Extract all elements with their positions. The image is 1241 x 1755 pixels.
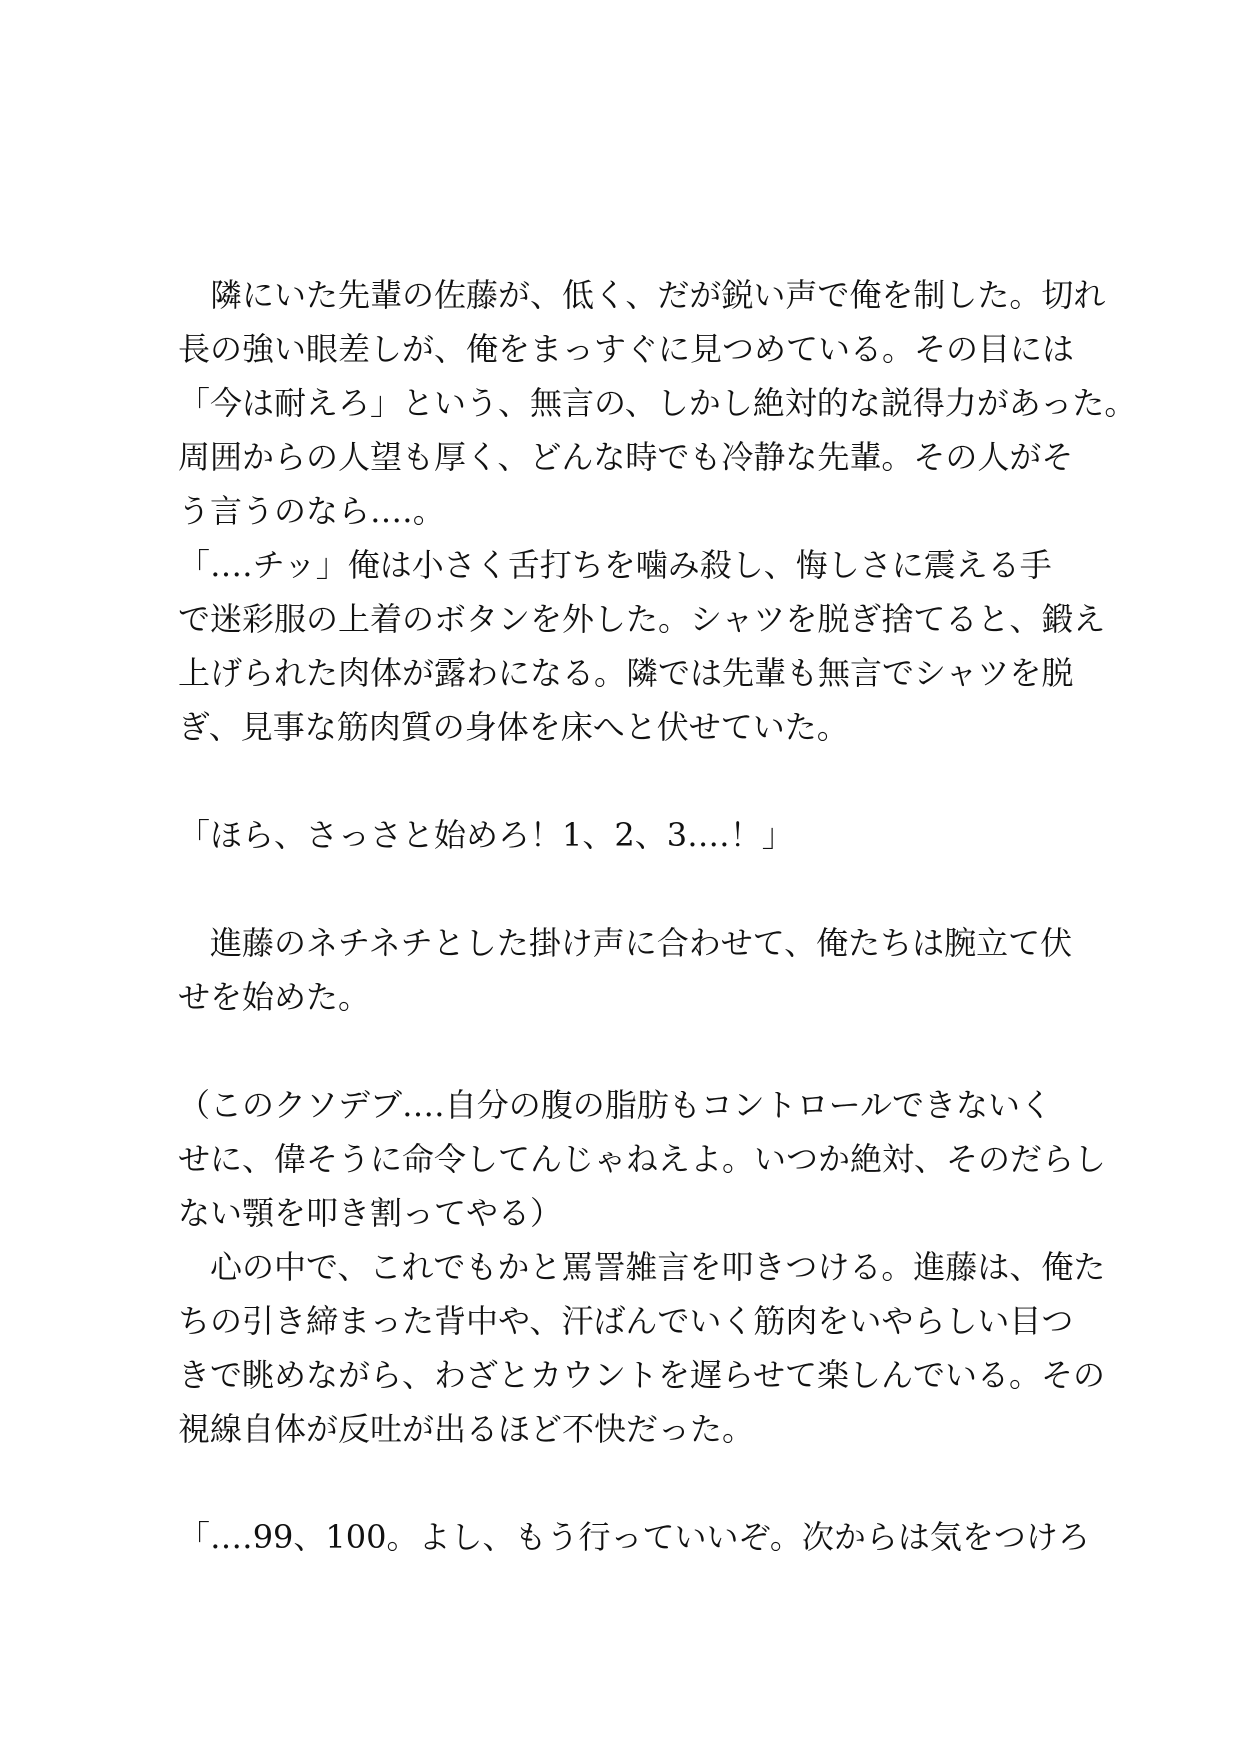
text-line: ちの引き締まった背中や、汗ばんでいく筋肉をいやらしい目つ	[178, 1302, 1074, 1340]
text-line: せに、偉そうに命令してんじゃねえよ。いつか絶対、そのだらし	[178, 1140, 1107, 1178]
text-line: 心の中で、これでもかと罵詈雑言を叩きつける。進藤は、俺た	[178, 1248, 1106, 1286]
text-line: 隣にいた先輩の佐藤が、低く、だが鋭い声で俺を制した。切れ	[178, 276, 1106, 314]
dialogue-line: 「ほら、さっさと始めろ！1、2、3‥‥！」	[178, 816, 794, 854]
dialogue-line: 「‥‥99、100。よし、もう行っていいぞ。次からは気をつけろ	[178, 1518, 1090, 1556]
text-line: 周囲からの人望も厚く、どんな時でも冷静な先輩。その人がそ	[178, 438, 1074, 476]
text-line: 「今は耐えろ」という、無言の、しかし絶対的な説得力があった。	[178, 384, 1137, 422]
text-line: 長の強い眼差しが、俺をまっすぐに見つめている。その目には	[178, 330, 1075, 368]
text-line: 上げられた肉体が露わになる。隣では先輩も無言でシャツを脱	[178, 654, 1074, 692]
blank-line	[178, 862, 1078, 916]
text-line: せを始めた。	[178, 978, 371, 1016]
blank-line	[178, 1456, 1078, 1510]
text-line: きで眺めながら、わざとカウントを遅らせて楽しんでいる。その	[178, 1356, 1106, 1394]
blank-line	[178, 1024, 1078, 1078]
text-line: （このクソデブ‥‥自分の腹の脂肪もコントロールできないく	[178, 1086, 1053, 1124]
text-line: ぎ、見事な筋肉質の身体を床へと伏せていた。	[178, 708, 849, 746]
text-line: 進藤のネチネチとした掛け声に合わせて、俺たちは腕立て伏	[178, 924, 1073, 962]
blank-line	[178, 754, 1078, 808]
body-text	[178, 268, 1137, 1564]
text-line: 視線自体が反吐が出るほど不快だった。	[178, 1410, 755, 1448]
text-line: 「‥‥チッ」俺は小さく舌打ちを噛み殺し、悔しさに震える手	[178, 546, 1052, 584]
text-line: ない顎を叩き割ってやる）	[178, 1194, 563, 1232]
text-line: う言うのなら‥‥。	[178, 492, 445, 530]
text-line: で迷彩服の上着のボタンを外した。シャツを脱ぎ捨てると、鍛え	[178, 600, 1106, 638]
